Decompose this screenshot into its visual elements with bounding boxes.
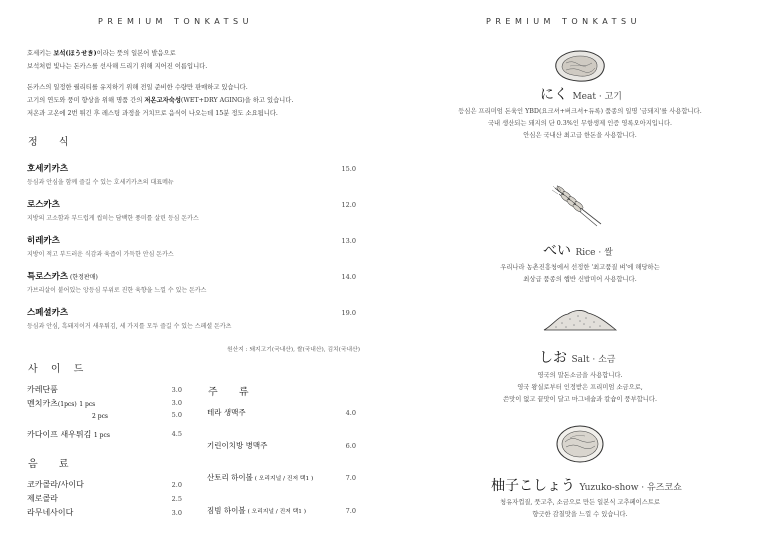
ingredient-desc-meat: 등심은 프리미엄 돈육인 YBD(요크셔+버크셔+듀록) 품종의 일명 '금돼지'를 사용합니다. 국내 생산되는 돼지의 단 0.3%인 무항생제 인증 영록오아지입니다. 안심은 국내산 최고급 한돈을 사용합니다. — [458, 108, 702, 139]
menu-item-price: 14.0 — [341, 273, 356, 281]
salt-pile-icon — [542, 306, 618, 334]
alcohol-item-name: 짐빔 하이볼 ( 오리지널 / 진저 택1 ) — [207, 506, 307, 515]
ingredient-title-salt: しお Salt · 소금 — [539, 350, 616, 366]
alcohol-item-price: 6.0 — [345, 442, 356, 450]
menu-item-price: 19.0 — [341, 309, 356, 317]
alcohol-item-price: 7.0 — [345, 474, 356, 482]
menu-item-name: 로스카츠 — [27, 200, 60, 210]
menu-item-name: 특로스카츠 (한정판매) — [27, 272, 98, 282]
main-menu-title: 정 식 — [28, 137, 78, 148]
beverage-item-name: 라무네사이다 — [27, 508, 74, 517]
intro-line: 호세키는 보석(ほうせき)이라는 뜻의 일본어 발음으로 — [27, 50, 176, 57]
beverage-item-price: 2.5 — [171, 495, 182, 503]
ingredient-title-rice: べい Rice · 쌀 — [543, 243, 613, 259]
menu-item-desc: 가브리살이 붙어있는 앙등심 부위로 진한 육향을 느낄 수 있는 돈카스 — [27, 287, 207, 294]
menu-item-desc: 등심과 안심, 흑돼지이거 새우튀김, 세 가지를 모두 즐길 수 있는 스페셜 돈카츠 — [27, 323, 232, 330]
menu-item-desc: 등심과 안심을 함께 즐길 수 있는 호세키카츠의 대표메뉴 — [27, 179, 174, 186]
ingredient-title-meat: にく Meat · 고기 — [540, 87, 622, 103]
side-item-name: 카레단품 — [27, 385, 58, 394]
side-item-price: 5.0 — [171, 411, 182, 419]
alcohol-item-name: 산토리 하이볼 ( 오리지널 / 진저 택1 ) — [207, 473, 314, 482]
origin-note: 원산지 : 돼지고기(국내산), 쌀(국내산), 김치(국내산) — [227, 347, 360, 353]
intro-line: 돈카스의 일정한 퀄리티를 유지하기 위해 전일 준비한 수량만 판매하고 있습니다. — [27, 84, 248, 91]
brand-header: PREMIUM TONKATSU — [486, 17, 641, 26]
intro-line: 보석처럼 빛나는 돈카스를 선사해 드리기 위해 지어진 이름입니다. — [27, 63, 208, 70]
left-page — [0, 0, 386, 543]
menu-item-price: 13.0 — [341, 237, 356, 245]
beverage-item-price: 3.0 — [171, 509, 182, 517]
menu-item-desc: 지방의 고소함과 부드럽게 씹히는 담백한 풍미를 살린 등심 돈카스 — [27, 215, 199, 222]
beverages-title: 음 료 — [28, 459, 78, 470]
ingredient-desc-yuzu: 청유자껍질, 풋고추, 소금으로 만든 일본식 고추페이스트로 향긋한 감칠맛을 느낄 수 있습니다. — [500, 499, 660, 518]
brand-header: PREMIUM TONKATSU — [98, 17, 253, 26]
menu-item-price: 12.0 — [341, 201, 356, 209]
alcohol-item-price: 7.0 — [345, 507, 356, 515]
intro-line: 저온과 고온에 2번 튀긴 후 레스팅 과정을 거치므로 음식이 나오는데 15분 정도 소요됩니다. — [27, 110, 278, 117]
ingredient-desc-rice: 우리나라 농촌진흥청에서 선정한 '최고품질 벼'에 해당하는 최상급 품종의 햅반 신밥미어 사용합니다. — [500, 264, 660, 283]
intro-line: 고기의 연도와 풍미 향상을 위해 명품 간의 저온고자숙성(WET+DRY AGING)을 하고 있습니다. — [27, 97, 294, 104]
beverage-item-name: 제로콜라 — [27, 494, 58, 503]
alcohol-item-name: 테라 생맥주 — [207, 408, 246, 417]
alcohol-item-price: 4.0 — [345, 409, 356, 417]
ingredient-desc-salt: 영국의 말돈소금을 사용합니다. 영국 왕실로부터 인정받은 프리미엄 소금으로, 쓴맛이 없고 끝맛이 달고 마그네슘과 칼슘이 풍부합니다. — [503, 372, 657, 403]
sides-title: 사 이 드 — [28, 364, 89, 375]
ingredient-title-yuzu: 柚子こしょう Yuzuko-show · 유즈코쇼 — [491, 478, 682, 494]
alcohol-title: 주 류 — [208, 387, 258, 398]
side-item-variant: 2 pcs — [92, 413, 109, 420]
rice-stalk-icon — [551, 184, 611, 228]
menu-item-name: 호세키카츠 — [27, 164, 69, 174]
alcohol-item-name: 기린이치방 병맥주 — [207, 441, 268, 450]
beverage-item-name: 코카콜라/사이다 — [27, 480, 84, 489]
menu-item-name: 스페셜카츠 — [27, 308, 69, 318]
side-item-price: 4.5 — [171, 430, 182, 438]
beverage-item-price: 2.0 — [171, 481, 182, 489]
side-item-price: 3.0 — [171, 399, 182, 407]
menu-item-price: 15.0 — [341, 165, 356, 173]
side-item-name: 멘치카츠(1pcs) 1 pcs — [27, 399, 96, 408]
side-item-price: 3.0 — [171, 386, 182, 394]
right-page — [387, 0, 773, 543]
menu-item-name: 히레카츠 — [27, 236, 60, 246]
side-item-name: 카다이프 새우튀김 1 pcs — [27, 430, 110, 439]
pork-cut-icon — [552, 48, 608, 84]
yuzu-kosho-bowl-icon — [555, 424, 605, 464]
menu-item-desc: 지방이 적고 부드러운 식감과 육즙이 가득한 안심 돈카스 — [27, 251, 174, 258]
